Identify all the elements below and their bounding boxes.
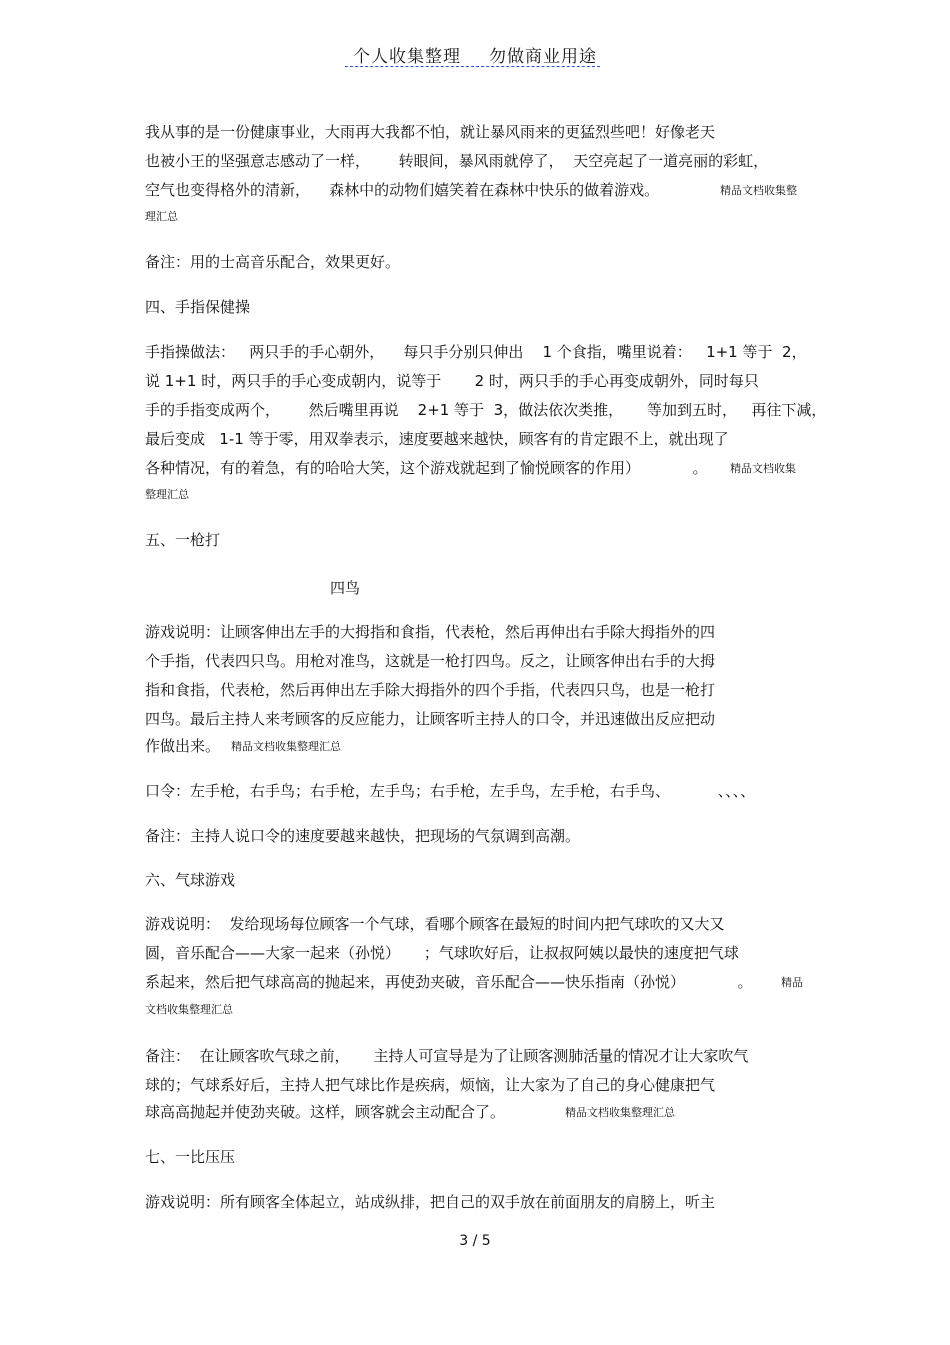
line-text: 备注：用的士高音乐配合，效果更好。 — [145, 253, 401, 271]
watermark-note: 精品文档收集整理汇总 — [565, 1106, 675, 1119]
text-line — [145, 297, 250, 317]
text-line — [145, 622, 715, 642]
text-line — [145, 1192, 715, 1212]
text-line — [145, 826, 580, 846]
text-line — [145, 485, 189, 505]
header-underline — [345, 66, 600, 67]
text-line — [145, 400, 826, 420]
line-text: 球的；气球系好后，主持人把气球比作是疾病，烦恼，让大家为了自己的身心健康把气 — [145, 1076, 716, 1094]
line-text: 游戏说明：所有顾客全体起立，站成纵排，把自己的双手放在前面朋友的肩膀上，听主 — [145, 1193, 716, 1211]
line-text: 四鸟 — [330, 579, 361, 597]
watermark-note: 精品文档收集整 — [720, 184, 797, 197]
line-text: 圆，音乐配合——大家一起来（孙悦） ；气球吹好后，让叔叔阿姨以最快的速度把气球 — [145, 944, 739, 962]
line-text: 五、一枪打 — [145, 531, 221, 549]
line-text: 七、一比压压 — [145, 1148, 236, 1166]
page-header — [0, 42, 950, 67]
text-line — [145, 651, 715, 671]
line-text: 游戏说明：让顾客伸出左手的大拇指和食指，代表枪，然后再伸出右手除大拇指外的四 — [145, 623, 716, 641]
text-line — [145, 458, 796, 478]
text-line — [145, 151, 768, 171]
line-text: 备注： 在让顾客吹气球之前， 主持人可宣导是为了让顾客测肺活量的情况才让大家吹气 — [145, 1047, 749, 1065]
line-text: 指和食指，代表枪，然后再伸出左手除大拇指外的四个手指，代表四只鸟，也是一枪打 — [145, 681, 716, 699]
watermark-note: 精品 — [781, 976, 803, 989]
line-text: 系起来，然后把气球高高的抛起来，再使劲夹破，音乐配合——快乐指南（孙悦） 。 — [145, 973, 753, 991]
line-text: 备注：主持人说口令的速度要越来越快，把现场的气氛调到高潮。 — [145, 827, 581, 845]
text-line — [145, 709, 715, 729]
text-line — [330, 578, 360, 598]
line-text: 也被小王的坚强意志感动了一样， 转眼间，暴风雨就停了， 天空亮起了一道亮丽的彩虹， — [145, 152, 769, 170]
text-line — [145, 914, 725, 934]
line-text: 空气也变得格外的清新， 森林中的动物们嬉笑着在森林中快乐的做着游戏。 — [145, 181, 660, 199]
text-line — [145, 252, 400, 272]
line-text: 作做出来。 — [145, 737, 221, 755]
text-line — [145, 1075, 715, 1095]
watermark-note: 精品文档收集 — [730, 462, 796, 475]
text-line — [145, 1000, 233, 1020]
line-text: 球高高抛起并使劲夹破。这样，顾客就会主动配合了。 — [145, 1103, 506, 1121]
text-line — [145, 1046, 748, 1066]
text-line — [145, 1147, 235, 1167]
text-line — [145, 530, 220, 550]
line-text: 手指操做法： 两只手的手心朝外， 每只手分别只伸出 1 个食指，嘴里说着： 1+1 等于 2， — [145, 343, 807, 361]
line-text: 各种情况，有的着急，有的哈哈大笑，这个游戏就起到了愉悦顾客的作用） 。 — [145, 459, 708, 477]
text-line — [145, 943, 739, 963]
line-text: 个手指，代表四只鸟。用枪对准鸟，这就是一枪打四鸟。反之，让顾客伸出右手的大拇 — [145, 652, 716, 670]
text-line — [145, 781, 755, 801]
text-line — [145, 122, 715, 142]
line-text: 四鸟。最后主持人来考顾客的反应能力，让顾客听主持人的口令，并迅速做出反应把动 — [145, 710, 716, 728]
header-left-text: 个人收集整理 — [353, 47, 461, 67]
text-line — [145, 180, 797, 200]
line-text: 口令：左手枪，右手鸟；右手枪，左手鸟；右手枪，左手鸟，左手枪，右手鸟、 、、、、 — [145, 782, 756, 800]
text-line — [145, 1102, 675, 1122]
text-line — [145, 371, 759, 391]
text-line — [145, 429, 729, 449]
text-line — [145, 736, 341, 756]
line-text: 游戏说明： 发给现场每位顾客一个气球，看哪个顾客在最短的时间内把气球吹的又大又 — [145, 915, 725, 933]
line-text: 说 1+1 时，两只手的手心变成朝内，说等于 2 时，两只手的手心再变成朝外，同时每只 — [145, 372, 759, 390]
header-right-text: 勿做商业用途 — [489, 47, 597, 67]
text-line — [145, 972, 803, 992]
page-number: 3 / 5 — [459, 1233, 491, 1249]
line-text: 六、气球游戏 — [145, 871, 236, 889]
line-text: 四、手指保健操 — [145, 298, 251, 316]
line-text: 最后变成 1-1 等于零，用双拳表示，速度要越来越快，顾客有的肯定跟不上，就出现了 — [145, 430, 729, 448]
text-line — [145, 680, 715, 700]
line-text: 文档收集整理汇总 — [145, 1003, 233, 1016]
text-line — [145, 207, 178, 227]
line-text: 整理汇总 — [145, 488, 189, 501]
text-line — [145, 870, 235, 890]
line-text: 手的手指变成两个， 然后嘴里再说 2+1 等于 3，做法依次类推， 等加到五时， 再往下减， — [145, 401, 827, 419]
watermark-note: 精品文档收集整理汇总 — [231, 740, 341, 753]
line-text: 理汇总 — [145, 210, 178, 223]
line-text: 我从事的是一份健康事业，大雨再大我都不怕，就让暴风雨来的更猛烈些吧！好像老天 — [145, 123, 716, 141]
text-line — [145, 342, 807, 362]
